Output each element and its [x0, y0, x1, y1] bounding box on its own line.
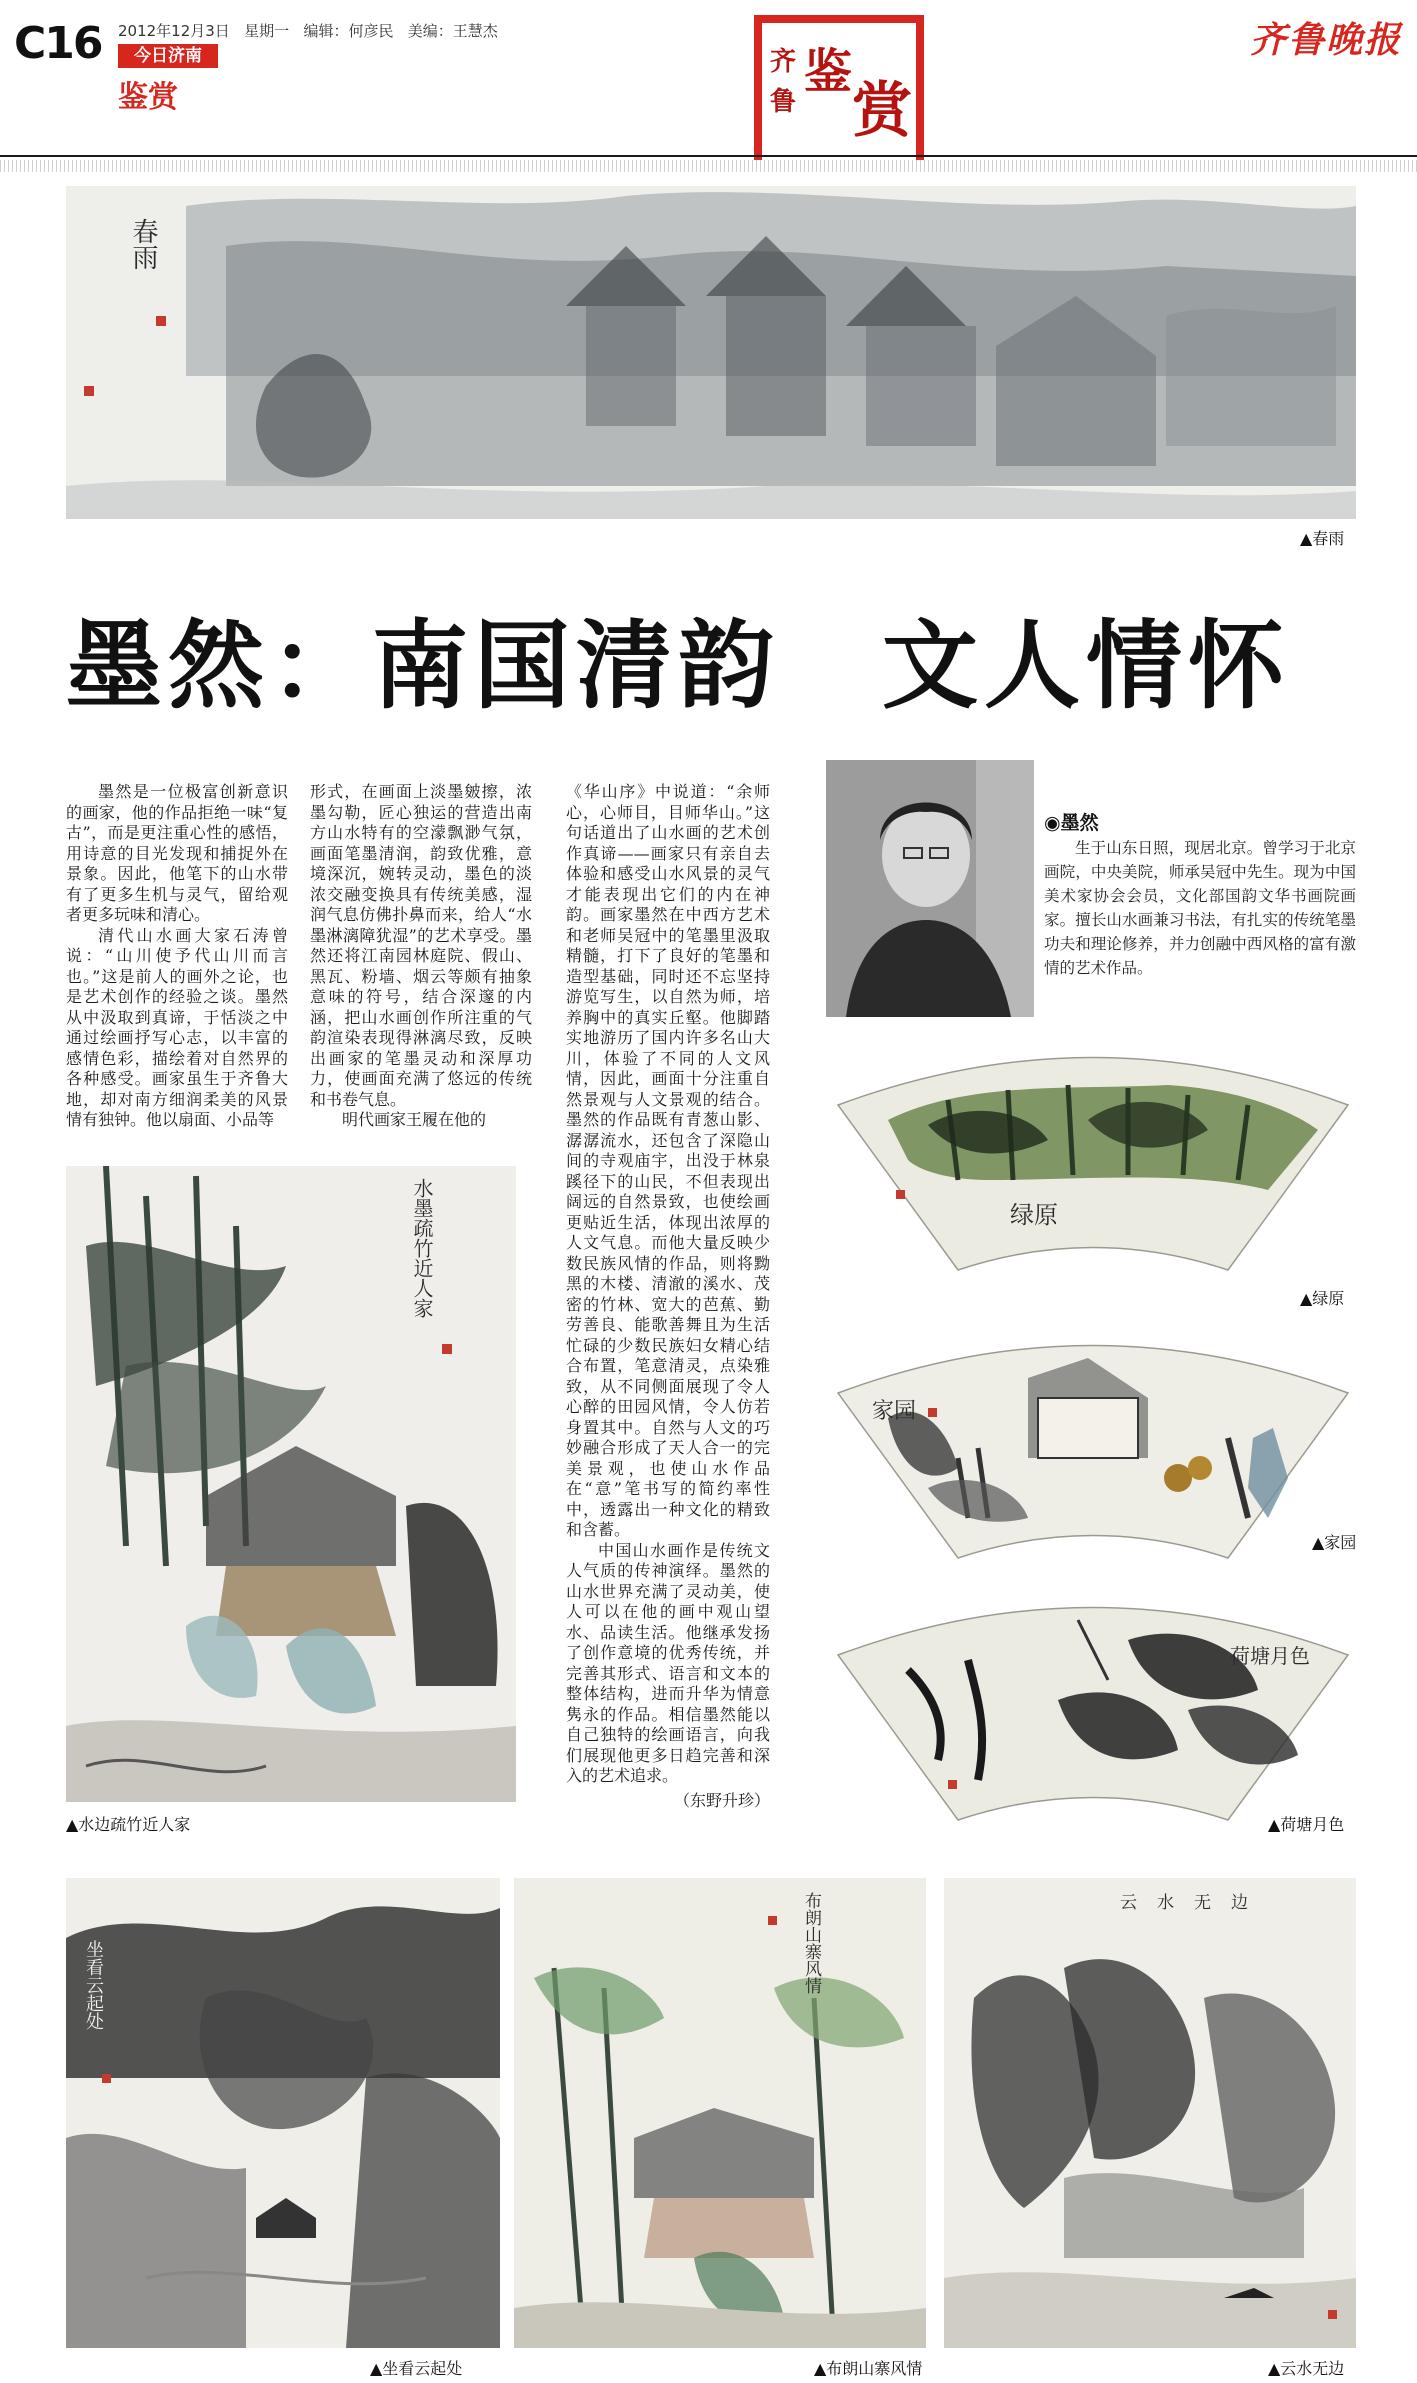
caption-spring-rain: ▲春雨	[1300, 529, 1345, 548]
fan-painting-green-field	[828, 1030, 1358, 1280]
paragraph: 《华山序》中说道：“余师心，心师目，目师华山。”这句话道出了山水画的艺术创作真谛——画家只有亲自去体验和感受山水风景的灵气才能表现出它们的内在神韵。画家墨然在中西方艺术和老师吴冠中的笔墨里汲取精髓，打下了良好的笔墨和造型基础，同时还不忘坚持游览写生，以自然为师，培养胸中的真实丘壑。他脚踏实地游历了国内许多名山大川，体验了不同的人文风情，因此，画面十分注重自然景观与人文景观的结合。墨然的作品既有青葱山影、潺潺流水，还包含了深隐山间的寺观庙宇，出没于林泉蹊径下的山民，不但表现出阔远的自然景致，也使绘画更贴近生活，体现出浓厚的人文气息。而他大量反映少数民族风情的作品，则将黝黑的木楼、清澈的溪水、茂密的竹林、宽大的芭蕉、勤劳善良、能歌善舞且为生活忙碌的少数民族妇女精心结合布置，笔意清灵，点染雅致，从不同侧面展现了令人心醉的田园风情，令人仿若身置其中。自然与人文的巧妙融合形成了天人合一的完美景观，也使山水作品在“意”笔书写的简约率性中，透露出一种文化的精致和含蓄。	[566, 782, 770, 1539]
jianshang-seal-logo	[754, 15, 924, 170]
header-rule	[0, 155, 1417, 157]
article-column-2	[310, 782, 532, 1131]
editor: 编辑：何彦民	[303, 22, 394, 40]
painting-bulang-village	[514, 1878, 926, 2348]
caption-watching-clouds: ▲坐看云起处	[370, 2359, 463, 2378]
artist-name: ◉墨然	[1044, 812, 1099, 834]
inscription-green-field: 绿原	[1010, 1201, 1058, 1229]
caption-bulang-village: ▲布朗山寨风情	[814, 2359, 923, 2378]
paragraph: 形式，在画面上淡墨皴擦，浓墨勾勒，匠心独运的营造出南方山水特有的空濛飘渺气氛，画面笔墨清润，韵致优雅，意境深沉，婉转灵动，墨色的淡浓交融变换具有传统美感，湿润气息仿佛扑鼻而来，给人“水墨淋漓障犹湿”的艺术享受。墨然还将江南园林庭院、假山、黑瓦、粉墙、烟云等颇有抽象意味的符号，结合深邃的内涵，把山水画创作所注重的气韵渲染表现得淋漓尽致，反映出画家的笔墨灵动和深厚功力，使画面充满了悠远的传统和书卷气息。	[310, 782, 532, 1109]
issue-date: 2012年12月3日	[118, 22, 230, 40]
issue-meta	[118, 20, 498, 41]
inscription-spring-rain: 春雨	[128, 218, 158, 270]
seal-char-1: 鉴	[804, 44, 853, 100]
newspaper-logo: 齐鲁晚报	[1250, 19, 1403, 61]
article-column-3	[566, 782, 770, 1811]
caption-homeland: ▲家园	[1312, 1533, 1357, 1552]
inscription-endless-clouds-water: 云水无边	[1120, 1893, 1268, 1913]
painting-endless-clouds-water	[944, 1878, 1356, 2348]
paragraph: 墨然是一位极富创新意识的画家，他的作品拒绝一味“复古”，而是更注重心性的感悟，用诗意的目光发现和捕捉外在景象。因此，他笔下的山水带有了更多生机与灵气，留给观者更多玩味和清心。	[66, 782, 288, 924]
page-number: C16	[14, 18, 102, 69]
inscription-bamboo-house: 水墨疏竹近人家	[410, 1178, 434, 1318]
section-title: 鉴赏	[118, 80, 178, 115]
designer: 美编：王慧杰	[407, 22, 498, 40]
painting-bamboo-house	[66, 1166, 516, 1802]
painting-spring-rain	[66, 186, 1356, 519]
header-stripe	[0, 160, 1417, 172]
caption-green-field: ▲绿原	[1300, 1289, 1345, 1308]
article-column-1	[66, 782, 288, 1131]
section-tag: 今日济南	[118, 44, 218, 68]
issue-weekday: 星期一	[244, 22, 290, 40]
inscription-lotus-moonlight: 荷塘月色	[1230, 1644, 1310, 1668]
inscription-watching-clouds: 坐看云起处	[83, 1940, 104, 2030]
article-credit: （东野升珍）	[673, 1790, 770, 1810]
artist-bio: 生于山东日照，现居北京。曾学习于北京画院，中央美院，师承吴冠中先生。现为中国美术家协会会员，文化部国韵文华书画院画家。擅长山水画兼习书法，有扎实的传统笔墨功夫和理论修养，并力创融中西风格的富有激情的艺术作品。	[1044, 839, 1356, 977]
inscription-bulang-village: 布朗山寨风情	[801, 1892, 821, 1994]
painting-watching-clouds	[66, 1878, 500, 2348]
artist-photo	[826, 760, 1034, 1017]
caption-lotus-moonlight: ▲荷塘月色	[1268, 1815, 1345, 1834]
seal-small-char-2: 鲁	[770, 87, 797, 117]
paragraph: 清代山水画大家石涛曾说：“山川使予代山川而言也。”这是前人的画外之论，也是艺术创作的经验之谈。墨然从中汲取到真谛，于恬淡之中通过绘画抒写心志，以丰富的感情色彩，描绘着对自然界的各种感受。画家虽生于齐鲁大地，却对南方细润柔美的风景情有独钟。他以扇面、小品等	[66, 925, 288, 1129]
seal-small-char-1: 齐	[770, 47, 797, 77]
headline: 墨然：南国清韵 文人情怀	[66, 610, 1290, 722]
seal-char-2: 赏	[852, 76, 912, 146]
paragraph: 中国山水画作是传统文人气质的传神演绎。墨然的山水世界充满了灵动美，使人可以在他的画中观山望水、品读生活。他继承发扬了创作意境的优秀传统，并完善其形式、语言和文本的整体结构，进而升华为情意隽永的作品。相信墨然能以自己独特的绘画语言，向我们展现他更多日趋完善和深入的艺术追求。	[566, 1540, 770, 1785]
caption-endless-clouds-water: ▲云水无边	[1268, 2359, 1345, 2378]
fan-painting-lotus-moonlight	[828, 1580, 1358, 1830]
paragraph: 明代画家王履在他的	[342, 1110, 487, 1129]
caption-bamboo-house: ▲水边疏竹近人家	[66, 1815, 191, 1834]
fan-painting-homeland	[828, 1318, 1358, 1568]
inscription-homeland: 家园	[872, 1399, 917, 1424]
